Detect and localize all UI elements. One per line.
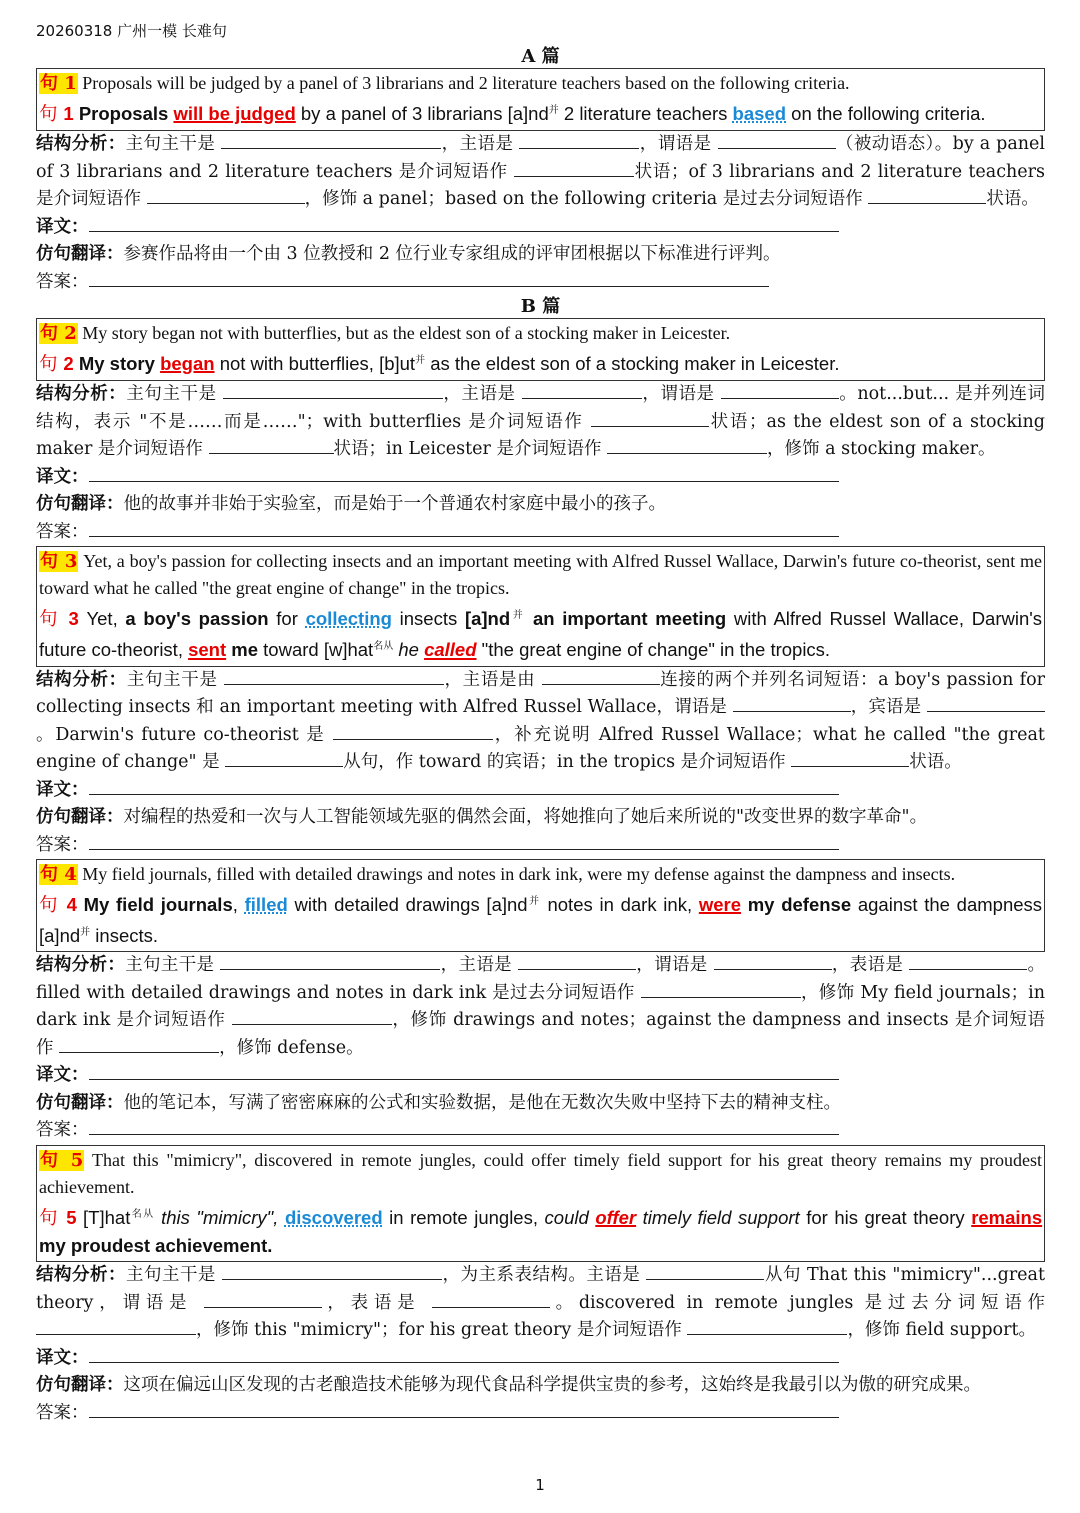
s1-nonfinite: based: [732, 103, 787, 125]
s1-translation: 译文：: [36, 214, 1045, 242]
s4-blank-3[interactable]: [714, 955, 832, 970]
s3-imitation-text: 对编程的热爱和一次与人工智能领域先驱的偶然会面，将她推向了她后来所说的"改变世界的数字革命"。: [123, 807, 928, 828]
sentence-4-label-annotated: 句 4: [39, 894, 77, 917]
s2-predicate: began: [160, 353, 215, 375]
s1-blank-1[interactable]: [221, 134, 441, 149]
s5-analysis: 结构分析：主句主干是 ，为主系表结构。主语是 从句 That this "mimicry"...great theory，谓语是 ，表语是 。discovered in remote jungles 是过去分词短语作 ，修饰 this "mimicry"；for his great theory 是介词短语作 ，修饰 field support。: [36, 1265, 1046, 1341]
s2-answer: 答案：: [36, 519, 1045, 547]
sentence-1-annotated: [39, 97, 1042, 128]
s4-blank-5[interactable]: [641, 983, 801, 998]
sentence-2-annotated: [39, 347, 1042, 378]
s5-blank-1[interactable]: [222, 1265, 442, 1280]
s2-analysis: 结构分析：主句主干是 ，主语是 ，谓语是 。not...but... 是并列连词结构，表示 "不是……而是……"；with butterflies 是介词短语作 状语；as the eldest son of a stocking maker 是介词短语作 状语；in Leicester 是介词短语作 ，修饰 a stocking maker。: [36, 384, 1045, 460]
sentence-4-original: [39, 861, 1042, 888]
sentence-3-original: [39, 548, 1042, 602]
sentence-1-box: [36, 68, 1045, 131]
sentence-2-original: [39, 320, 1042, 347]
sentence-3-box: [36, 546, 1045, 666]
sentence-4-text: My field journals, filled with detailed drawings and notes in dark ink, were my defense against the dampness and insects.: [82, 864, 956, 885]
s5-blank-3[interactable]: [204, 1293, 322, 1308]
s4-imitation-text: 他的笔记本，写满了密密麻麻的公式和实验数据，是他在无数次失败中坚持下去的精神支柱。: [123, 1092, 841, 1113]
s2-subject: My story: [78, 353, 155, 375]
s3-predicate: sent: [188, 639, 227, 661]
s1-blank-4[interactable]: [514, 162, 634, 177]
document-header: 20260318 广州一模 长难句: [36, 22, 227, 40]
sentence-4-label: 句 4: [40, 864, 77, 886]
sentence-4-annotated: 句 4 My field journals, filled with detailed drawings $[a]nd^并$ notes in dark ink, were my defense against the dampness $[a]nd^并$ insects.: [39, 894, 1043, 947]
s4-blank-1[interactable]: [220, 955, 440, 970]
s5-clause-mark: 名从: [130, 1208, 155, 1220]
s1-coord-mark: 并: [548, 105, 559, 116]
s4-predicate: were: [698, 894, 741, 916]
s1-text-2: 2 literature teachers: [563, 103, 728, 125]
sentence-5-label-annotated: 句 5: [39, 1207, 77, 1230]
section-b-title: B 篇: [520, 296, 561, 318]
s3-blank-7[interactable]: [791, 752, 909, 767]
s2-blank-6[interactable]: [607, 439, 767, 454]
sentence-5-box: [36, 1145, 1045, 1262]
s3-blank-5[interactable]: [333, 725, 493, 740]
s1-analysis: 结构分析：主句主干是 ，主语是 ，谓语是 （被动语态）。by a panel of 3 librarians and 2 literature teachers 是介词短语作 状语；of 3 librarians and 2 literature teachers 是介词短语作 ，修饰 a panel；based on the following criteria 是过去分词短语作 状语。: [36, 134, 1045, 210]
sentence-1-original: [39, 70, 1042, 97]
s3-analysis: 结构分析：主句主干是 ，主语是由 连接的两个并列名词短语：a boy's passion for collecting insects 和 an important meeting with Alfred Russel Wallace，谓语是 ，宾语是 。Darwin's future co-theorist 是 ，补充说明 Alfred Russel Wallace；what he called "the great engine of change" 是 从句，作 toward 的宾语；in the tropics 是介词短语作 状语。: [36, 669, 1046, 773]
s2-translation: 译文：: [36, 464, 1045, 492]
s5-predicate: remains: [971, 1207, 1043, 1229]
s3-blank-6[interactable]: [225, 752, 343, 767]
page-number: 1: [535, 1476, 545, 1494]
s4-coord-mark-2: 并: [80, 927, 91, 939]
s5-answer-input[interactable]: [89, 1403, 839, 1418]
s2-translation-input[interactable]: [89, 467, 839, 482]
s5-imitation-text: 这项在偏远山区发现的古老酿造技术能够为现代食品科学提供宝贵的参考，这始终是我最引以为傲的研究成果。: [123, 1375, 981, 1396]
s4-nonfinite: filled: [244, 894, 288, 916]
s1-imitation: 仿句翻译：参赛作品将由一个由 3 位教授和 2 位行业专家组成的评审团根据以下标准进行评判。: [36, 244, 781, 265]
s5-blank-2[interactable]: [646, 1265, 764, 1280]
s1-imitation-text: 参赛作品将由一个由 3 位教授和 2 位行业专家组成的评审团根据以下标准进行评判。: [123, 244, 781, 265]
s4-answer: 答案：: [36, 1117, 1045, 1145]
s4-analysis: 结构分析：主句主干是 ，主语是 ，谓语是 ，表语是 。filled with detailed drawings and notes in dark ink 是过去分词短语作 ，修饰 My field journals；in dark ink 是介词短语作 ，修饰 drawings and notes；against the dampness and insects 是介词短语作 ，修饰 defense。: [36, 955, 1045, 1058]
s5-predicative: my proudest achievement.: [39, 1235, 273, 1257]
sentence-1-label-annotated: 句 1: [39, 103, 74, 126]
s3-blank-4[interactable]: [927, 697, 1045, 712]
s1-blank-6[interactable]: [868, 189, 986, 204]
s5-blank-6[interactable]: [687, 1320, 847, 1335]
s2-blank-3[interactable]: [721, 384, 839, 399]
s2-imitation-text: 他的故事并非始于实验室，而是始于一个普通农村家庭中最小的孩子。: [123, 494, 666, 515]
sentence-3-text: Yet, a boy's passion for collecting insects and an important meeting with Alfred Russel Wallace, Darwin's future co-theorist, sent me toward what he called "the great engine of change" in the tropics.: [39, 551, 1043, 599]
s2-text-2: as the eldest son of a stocking maker in Leicester.: [430, 353, 840, 375]
s2-blank-2[interactable]: [522, 384, 642, 399]
section-a-title: A 篇: [521, 46, 560, 67]
s3-translation-input[interactable]: [89, 780, 839, 795]
s5-blank-4[interactable]: [432, 1293, 550, 1308]
s3-translation: 译文：: [36, 777, 1045, 805]
s3-object: me: [231, 639, 259, 661]
s1-blank-5[interactable]: [147, 189, 305, 204]
sentence-2-label-annotated: 句 2: [39, 353, 74, 376]
s3-blank-1[interactable]: [224, 670, 444, 685]
analysis-label: 结构分析：: [36, 134, 126, 155]
s1-blank-3[interactable]: [718, 134, 836, 149]
s3-clause-mark: 名从: [373, 641, 394, 653]
sentence-5-label: 句 5: [40, 1149, 84, 1171]
s3-blank-2[interactable]: [542, 670, 660, 685]
s1-text-1: by a panel of 3 librarians [a]nd: [300, 103, 549, 125]
s1-subject: Proposals: [78, 103, 169, 125]
s2-text-1: not with butterflies, [b]ut: [219, 353, 416, 375]
s4-answer-input[interactable]: [89, 1120, 839, 1135]
s1-predicate: will be judged: [173, 103, 296, 125]
s4-predicative: my defense: [747, 894, 852, 916]
s4-blank-6[interactable]: [232, 1010, 392, 1025]
s2-coord-mark: 并: [415, 355, 426, 367]
sentence-2-box: [36, 318, 1045, 381]
s3-blank-3[interactable]: [733, 697, 851, 712]
sentence-3-label: 句 3: [40, 551, 78, 573]
sentence-5-text: That this "mimicry", discovered in remote jungles, could offer timely field support for his great theory remains my proudest achievement.: [39, 1149, 1043, 1197]
s2-blank-4[interactable]: [591, 412, 709, 427]
s4-translation: 译文：: [36, 1062, 1045, 1090]
sentence-1-text: Proposals will be judged by a panel of 3 librarians and 2 literature teachers based on the following criteria.: [82, 73, 850, 93]
sentence-2-label: 句 2: [40, 323, 77, 345]
s2-answer-input[interactable]: [89, 522, 839, 537]
s2-imitation: 仿句翻译：他的故事并非始于实验室，而是始于一个普通农村家庭中最小的孩子。: [36, 494, 666, 515]
s5-translation-input[interactable]: [89, 1348, 839, 1363]
s3-subject-2: an important meeting: [532, 608, 727, 630]
s5-blank-5[interactable]: [36, 1320, 196, 1335]
s4-imitation: 仿句翻译：他的笔记本，写满了密密麻麻的公式和实验数据，是他在无数次失败中坚持下去的精神支柱。: [36, 1092, 841, 1113]
s3-answer-input[interactable]: [89, 835, 839, 850]
s5-imitation: 仿句翻译：这项在偏远山区发现的古老酿造技术能够为现代食品科学提供宝贵的参考，这始终是我最引以为傲的研究成果。: [36, 1375, 981, 1396]
content: [36, 46, 1045, 1427]
s1-answer: 答案：: [36, 269, 1045, 297]
sentence-5-original: [39, 1147, 1042, 1201]
s3-coord-mark: 并: [510, 610, 526, 622]
s4-translation-input[interactable]: [89, 1065, 839, 1080]
s5-clause-predicate: offer: [595, 1207, 637, 1229]
s1-translation-input[interactable]: [89, 217, 839, 232]
s3-nonfinite: collecting: [305, 608, 392, 630]
sentence-2-text: My story began not with butterflies, but as the eldest son of a stocking maker in Leicester.: [82, 323, 731, 344]
s3-subject-1: a boy's passion: [125, 608, 269, 630]
s4-blank-4[interactable]: [909, 955, 1027, 970]
s5-answer: 答案：: [36, 1400, 1045, 1428]
s4-subject: My field journals: [83, 894, 233, 916]
s1-answer-input[interactable]: [89, 272, 769, 287]
s3-clause-predicate: called: [424, 639, 477, 661]
s1-text-3: on the following criteria.: [791, 103, 986, 125]
s5-nonfinite: discovered: [284, 1207, 383, 1229]
sentence-3-annotated: 句 3 Yet, a boy's passion for collecting insects $[a]nd^并$ an important meeting with Alfred Russel Wallace, Darwin's future co-theorist, sent me toward [w]hat$^{名从}$ he called "the great engine of change" in the tropics.: [39, 608, 1043, 661]
s2-blank-1[interactable]: [223, 384, 443, 399]
s3-imitation: 仿句翻译：对编程的热爱和一次与人工智能领域先驱的偶然会面，将她推向了她后来所说的"改变世界的数字革命"。: [36, 807, 928, 828]
sentence-4-box: [36, 859, 1045, 952]
sentence-3-label-annotated: 句 3: [39, 608, 79, 631]
s4-blank-2[interactable]: [518, 955, 636, 970]
s5-translation: 译文：: [36, 1345, 1045, 1373]
s4-coord-mark-1: 并: [527, 896, 541, 908]
sentence-5-annotated: 句 5 [T]hat$^{名从}$ this "mimicry", discovered in remote jungles, could offer timely field support for his great theory remains my proudest achievement.: [39, 1207, 1043, 1257]
s4-blank-7[interactable]: [59, 1038, 219, 1053]
s1-blank-2[interactable]: [519, 134, 639, 149]
sentence-1-label: 句 1: [40, 73, 77, 94]
s3-answer: 答案：: [36, 832, 1045, 860]
s2-blank-5[interactable]: [209, 439, 334, 454]
